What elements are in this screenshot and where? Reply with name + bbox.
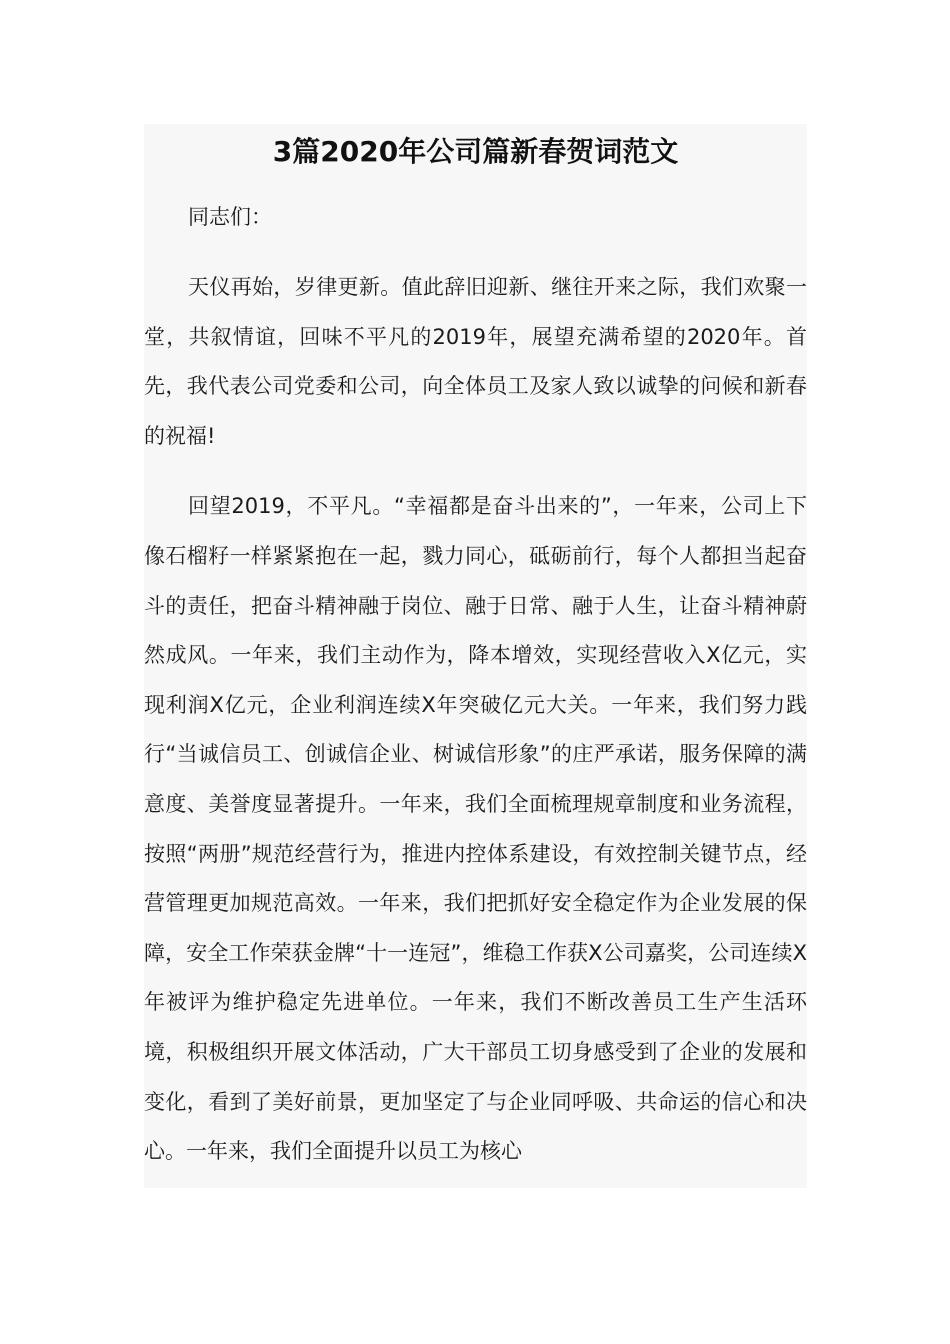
document-page (144, 124, 807, 1188)
document-title: 3篇2020年公司篇新春贺词范文 (272, 135, 679, 168)
paragraph-opening: 天仪再始，岁律更新。值此辞旧迎新、继往开来之际，我们欢聚一堂，共叙情谊，回味不平凡的2019年，展望充满希望的2020年。首先，我代表公司党委和公司，向全体员工及家人致以诚挚的问候和新春的祝福! (144, 275, 807, 448)
greeting-line: 同志们： (188, 205, 272, 229)
paragraph-review-2019: 回望2019，不平凡。“幸福都是奋斗出来的”，一年来，公司上下像石榴籽一样紧紧抱在一起，戮力同心，砥砺前行，每个人都担当起奋斗的责任，把奋斗精神融于岗位、融于日常、融于人生，让奋斗精神蔚然成风。一年来，我们主动作为，降本增效，实现经营收入X亿元，实现利润X亿元，企业利润连续X年突破亿元大关。一年来，我们努力践行“当诚信员工、创诚信企业、树诚信形象”的庄严承诺，服务保障的满意度、美誉度显著提升。一年来，我们全面梳理规章制度和业务流程，按照“两册”规范经营行为，推进内控体系建设，有效控制关键节点，经营管理更加规范高效。一年来，我们把抓好安全稳定作为企业发展的保障，安全工作荣获金牌“十一连冠”，维稳工作获X公司嘉奖，公司连续X年被评为维护稳定先进单位。一年来，我们不断改善员工生产生活环境，积极组织开展文体活动，广大干部员工切身感受到了企业的发展和变化，看到了美好前景，更加坚定了与企业同呼吸、共命运的信心和决心。一年来，我们全面提升以员工为核心 (144, 494, 807, 1164)
